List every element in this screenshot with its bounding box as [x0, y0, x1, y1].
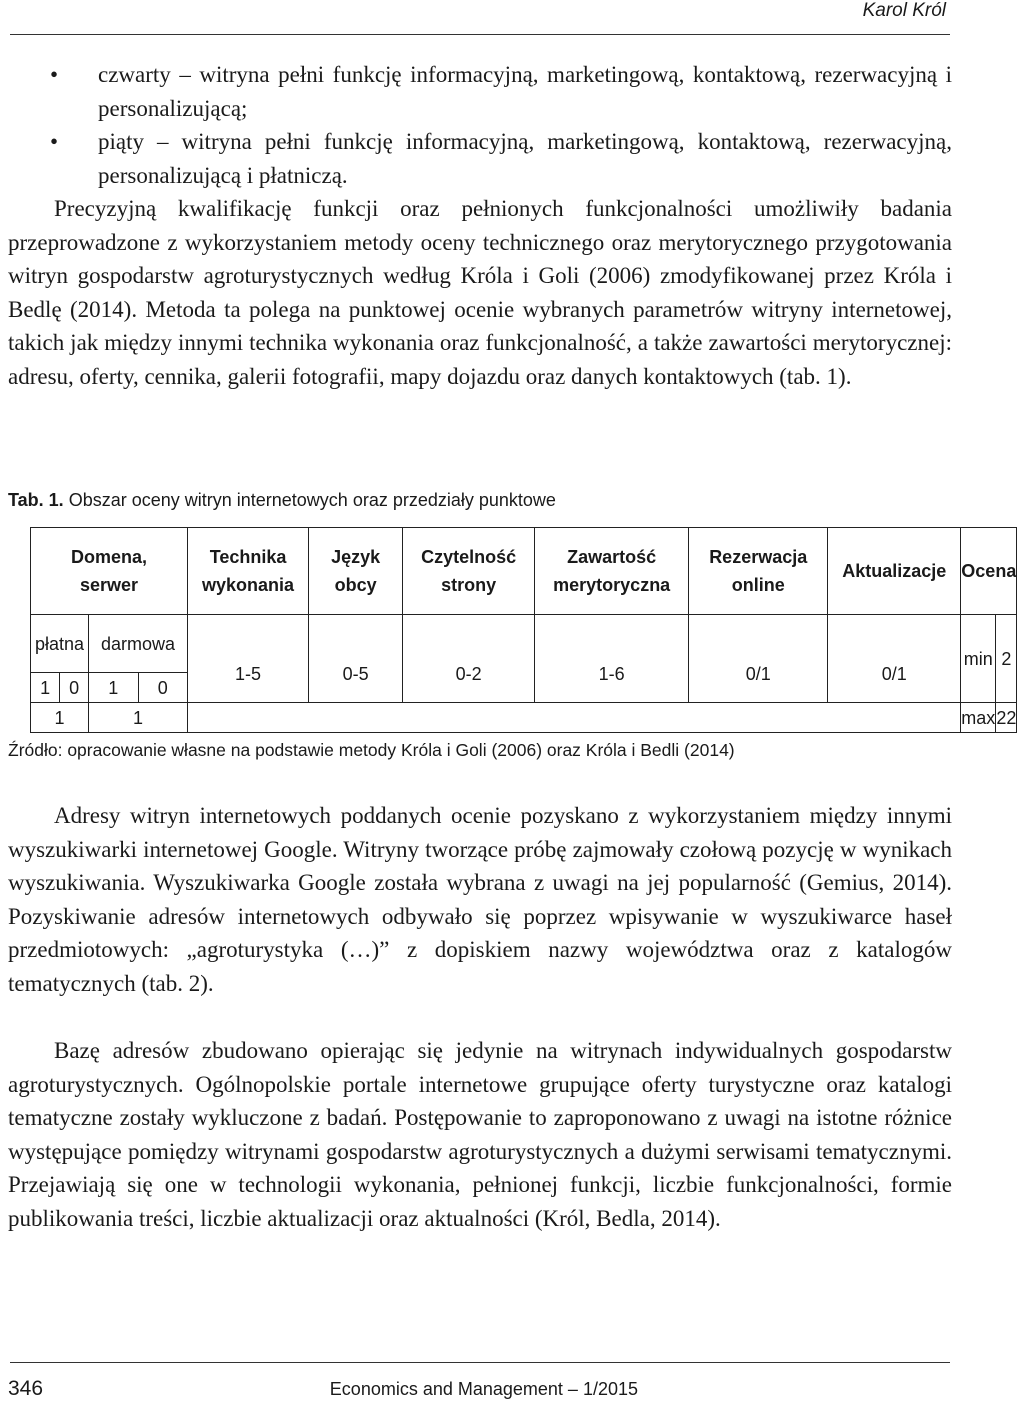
empty-cell [188, 703, 961, 733]
bullet-text: czwarty – witryna pełni funkcję informacyjną, marketingową, kontaktową, rezerwacyjną i personalizującą; [98, 62, 952, 121]
header-score: Ocena [961, 528, 1017, 615]
free-value: 1 [88, 673, 138, 703]
range-booking: 0/1 [689, 615, 828, 703]
range-readability: 0-2 [403, 615, 535, 703]
header-technique: Technika wykonania [188, 528, 309, 615]
journal-footer: Economics and Management – 1/2015 [329, 1379, 638, 1399]
table-source: Źródło: opracowanie własne na podstawie metody Króla i Goli (2006) oraz Króla i Bedli (2014) [8, 740, 735, 760]
table-row [31, 703, 1017, 733]
max-label: max [961, 703, 996, 733]
range-technique: 1-5 [188, 615, 309, 703]
free-value: 0 [138, 673, 188, 703]
bullet-item [8, 58, 952, 125]
table-row [31, 615, 1017, 673]
body-paragraph: Adresy witryn internetowych poddanych ocenie pozyskano z wykorzystaniem między innymi wyszukiwarki internetowej Google. Witryny tworzące próbę zajmowały czołową pozycję w wynikach wyszukiwania. Wyszukiwarka Google została wybrana z uwagi na jej popularność (Gemius, 2014). Pozyskiwanie adresów internetowych odbywało się poprzez wpisywanie w wyszukiwarce haseł przedmiotowych: „agroturystyka (…)” z dopiskiem nazwy województwa oraz z katalogów tematycznych (tab. 2). [8, 803, 952, 996]
header-domain: Domena, serwer [31, 528, 188, 615]
table-caption-label: Tab. 1. [8, 490, 64, 510]
body-paragraph: Bazę adresów zbudowano opierając się jedynie na witrynach indywidualnych gospodarstw agroturystycznych. Ogólnopolskie portale internetowe grupujące oferty turystyczne oraz katalogi tematyczne zostały wykluczone z badań. Postępowanie to zaproponowano z uwagi na istotne różnice występujące pomiędzy witrynami gospodarstw agroturystycznych a dużymi serwisami tematycznymi. Przejawiają się one w technologii wykonania, pełnionej funkcji, liczbie funkcjonalności, formie publikowania treści, liczbie aktualizacji oraz aktualności (Król, Bedla, 2014). [8, 1038, 952, 1231]
header-updates: Aktualizacje [828, 528, 961, 615]
range-updates: 0/1 [828, 615, 961, 703]
body-paragraph: Precyzyjną kwalifikację funkcji oraz pełnionych funkcjonalności umożliwiły badania przeprowadzone z wykorzystaniem metody oceny technicznego oraz merytorycznego przygotowania witryn gospodarstw agroturystycznych według Króla i Goli (2006) zmodyfikowanej przez Króla i Bedlę (2014). Metoda ta polega na punktowej ocenie wybranych parametrów witryny internetowej, takich jak między innymi technika wykonania oraz funkcjonalność, a także zawartości merytorycznej: adresu, oferty, cennika, galerii fotografii, mapy dojazdu oraz danych kontaktowych (tab. 1). [8, 196, 952, 389]
running-header-author: Karol Król [862, 0, 946, 21]
table-caption [8, 490, 556, 511]
paid-value: 1 [31, 673, 60, 703]
header-readability: Czytelność strony [403, 528, 535, 615]
subheader-paid: płatna [31, 615, 89, 673]
bullet-item [8, 125, 952, 192]
min-value: 2 [996, 615, 1017, 703]
table-caption-text: Obszar oceny witryn internetowych oraz przedziały punktowe [68, 490, 556, 510]
page-number: 346 [8, 1377, 44, 1400]
bullet-icon: • [50, 129, 59, 155]
last-free: 1 [88, 703, 187, 733]
footer-divider [10, 1362, 950, 1363]
min-label: min [961, 615, 996, 703]
header-language: Język obcy [309, 528, 403, 615]
subheader-free: darmowa [88, 615, 187, 673]
table-header-row [31, 528, 1017, 615]
range-language: 0-5 [309, 615, 403, 703]
header-content: Zawartość merytoryczna [535, 528, 689, 615]
header-booking: Rezerwacja online [689, 528, 828, 615]
evaluation-table [30, 527, 1017, 733]
header-divider [10, 34, 950, 35]
bullet-text: piąty – witryna pełni funkcję informacyjną, marketingową, kontaktową, rezerwacyjną, personalizującą i płatniczą. [98, 129, 952, 188]
max-value: 22 [996, 703, 1017, 733]
bullet-list [8, 58, 952, 192]
bullet-icon: • [50, 62, 59, 87]
last-paid: 1 [31, 703, 89, 733]
range-content: 1-6 [535, 615, 689, 703]
paid-value: 0 [60, 673, 89, 703]
